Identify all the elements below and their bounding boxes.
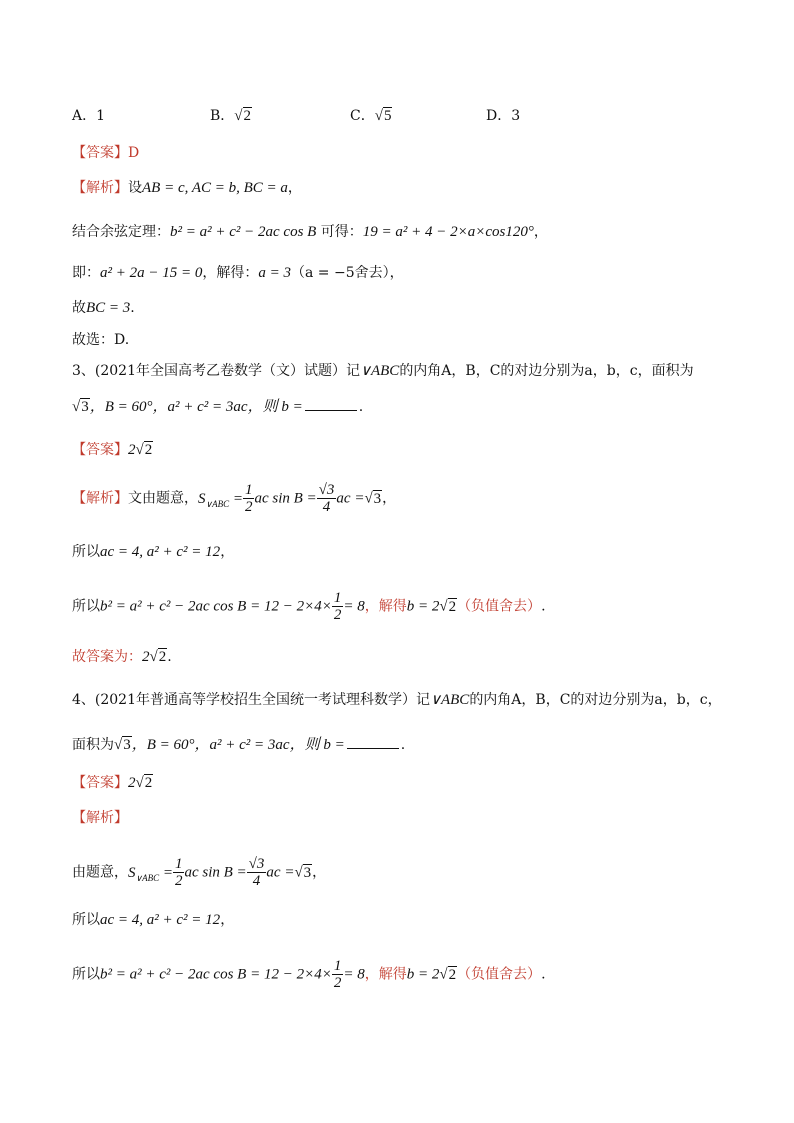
option-d: D．3 — [486, 108, 521, 124]
q2-choice: 故选：D. — [72, 332, 130, 348]
q3-analysis-so1: 所以ac = 4, a² + c² = 12， — [72, 544, 235, 560]
q3-answer-blank — [305, 396, 357, 411]
q2-analysis-line4: 故BC = 3. — [72, 300, 135, 316]
q3-analysis-area: 【解析】文由题意，$S_{\vee ABC}$ = $\frac{1}{2}$ ac sin B = $\frac{√3}{4}$ ac =√3， — [72, 482, 397, 515]
q4-analysis-so1: 所以ac = 4, a² + c² = 12， — [72, 912, 235, 928]
q3-analysis-so2: 所以b² = a² + c² − 2ac cos B = 12 − 2×4× $\frac{1}{2}$ = 8，解得b = 2√2（负值舍去）. — [72, 590, 546, 623]
q3-question-line2: √3，B = 60°，a² + c² = 3ac，则 b = . — [72, 396, 363, 417]
q4-answer: 【答案】2√2 — [72, 775, 153, 791]
q3-question-line1: 3、(2021年全国高考乙卷数学（文）试题）记∨ABC的内角A，B，C的对边分别为a，b，c，面积为 — [72, 363, 694, 379]
q4-analysis-so2: 所以b² = a² + c² − 2ac cos B = 12 − 2×4× $\frac{1}{2}$ = 8，解得b = 2√2（负值舍去）. — [72, 958, 546, 991]
q2-analysis-line2: 结合余弦定理：b² = a² + c² − 2ac cos B 可得：19 = a² + 4 − 2×a×cos120°， — [72, 224, 548, 240]
q4-analysis-area: 由题意，$S_{\vee ABC}$ = $\frac{1}{2}$ ac sin B = $\frac{√3}{4}$ ac =√3， — [72, 856, 327, 889]
q4-analysis-tag: 【解析】 — [72, 810, 128, 826]
q4-question-line2: 面积为√3，B = 60°，a² + c² = 3ac，则 b = . — [72, 734, 405, 755]
option-b: B．√2 — [210, 108, 252, 124]
q3-final-answer: 故答案为：2√2. — [72, 649, 172, 665]
q3-answer: 【答案】2√2 — [72, 442, 153, 458]
option-c: C．√5 — [350, 108, 392, 124]
q2-analysis-line1: 【解析】设AB = c, AC = b, BC = a， — [72, 180, 302, 196]
option-a: A．1 — [72, 108, 106, 124]
q4-answer-blank — [347, 734, 399, 749]
q2-answer: 【答案】D — [72, 145, 140, 161]
q2-analysis-line3: 即：a² + 2a − 15 = 0，解得：a = 3（a = −5舍去）， — [72, 265, 404, 281]
q4-question-line1: 4、(2021年普通高等学校招生全国统一考试理科数学）记∨ABC的内角A，B，C的对边分别为a，b，c， — [72, 692, 722, 708]
